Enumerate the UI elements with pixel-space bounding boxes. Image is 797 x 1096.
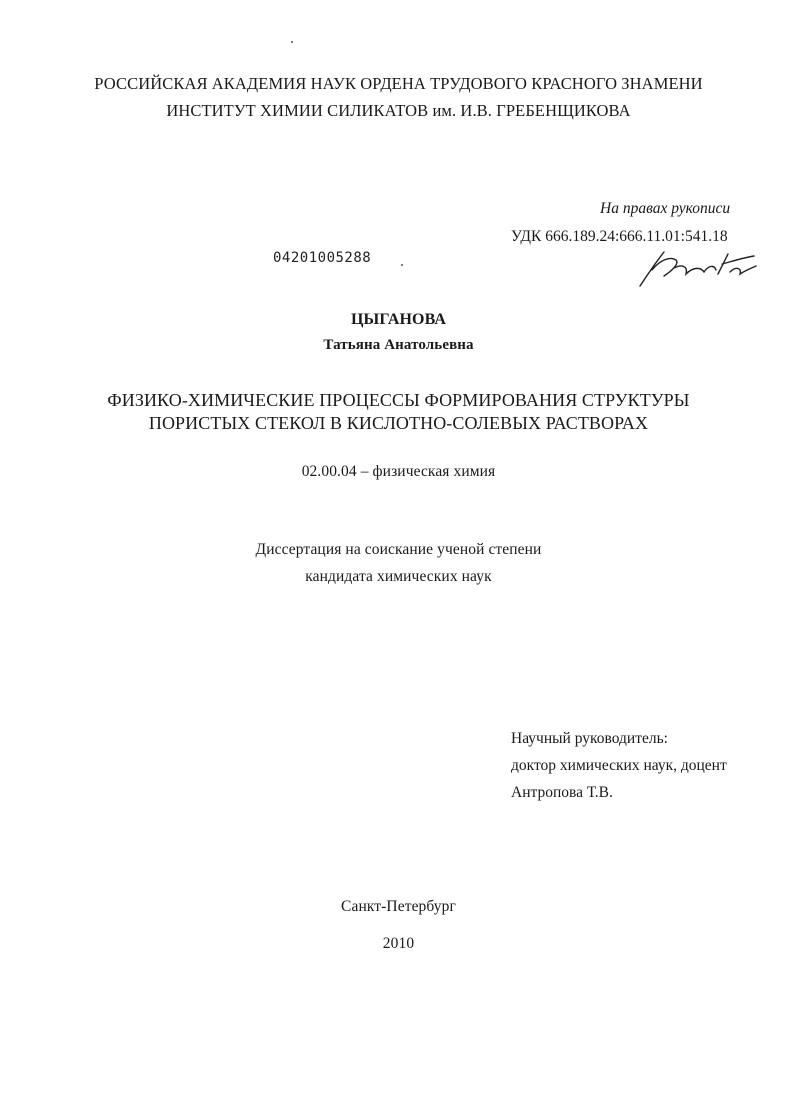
author-surname: ЦЫГАНОВА [350, 311, 447, 328]
scan-speck [291, 41, 293, 43]
udc-code: УДК 666.189.24:666.11.01:541.18 [511, 228, 728, 245]
dissertation-title-line-2: ПОРИСТЫХ СТЕКОЛ В КИСЛОТНО-СОЛЕВЫХ РАСТВОРАХ [148, 413, 649, 433]
dissertation-title-line-1: ФИЗИКО-ХИМИЧЕСКИЕ ПРОЦЕССЫ ФОРМИРОВАНИЯ СТРУКТУРЫ [107, 390, 690, 410]
institution-line-1: РОССИЙСКАЯ АКАДЕМИЯ НАУК ОРДЕНА ТРУДОВОГО КРАСНОГО ЗНАМЕНИ [94, 74, 703, 93]
supervisor-label: Научный руководитель: [511, 730, 668, 747]
supervisor-name: Антропова Т.В. [511, 784, 613, 801]
year: 2010 [382, 935, 415, 952]
archive-number: 04201005288 [273, 250, 372, 266]
signature-icon [630, 246, 760, 296]
degree-line-1: Диссертация на соискание ученой степени [255, 541, 542, 558]
author-given-names: Татьяна Анатольевна [323, 337, 474, 353]
scan-speck [401, 264, 403, 266]
supervisor-title: доктор химических наук, доцент [511, 757, 727, 774]
degree-line-2: кандидата химических наук [305, 568, 492, 585]
institution-line-2: ИНСТИТУТ ХИМИИ СИЛИКАТОВ им. И.В. ГРЕБЕНЩИКОВА [166, 101, 631, 120]
manuscript-note: На правах рукописи [600, 200, 731, 217]
place: Санкт-Петербург [341, 898, 456, 915]
specialty: 02.00.04 – физическая химия [301, 463, 496, 480]
